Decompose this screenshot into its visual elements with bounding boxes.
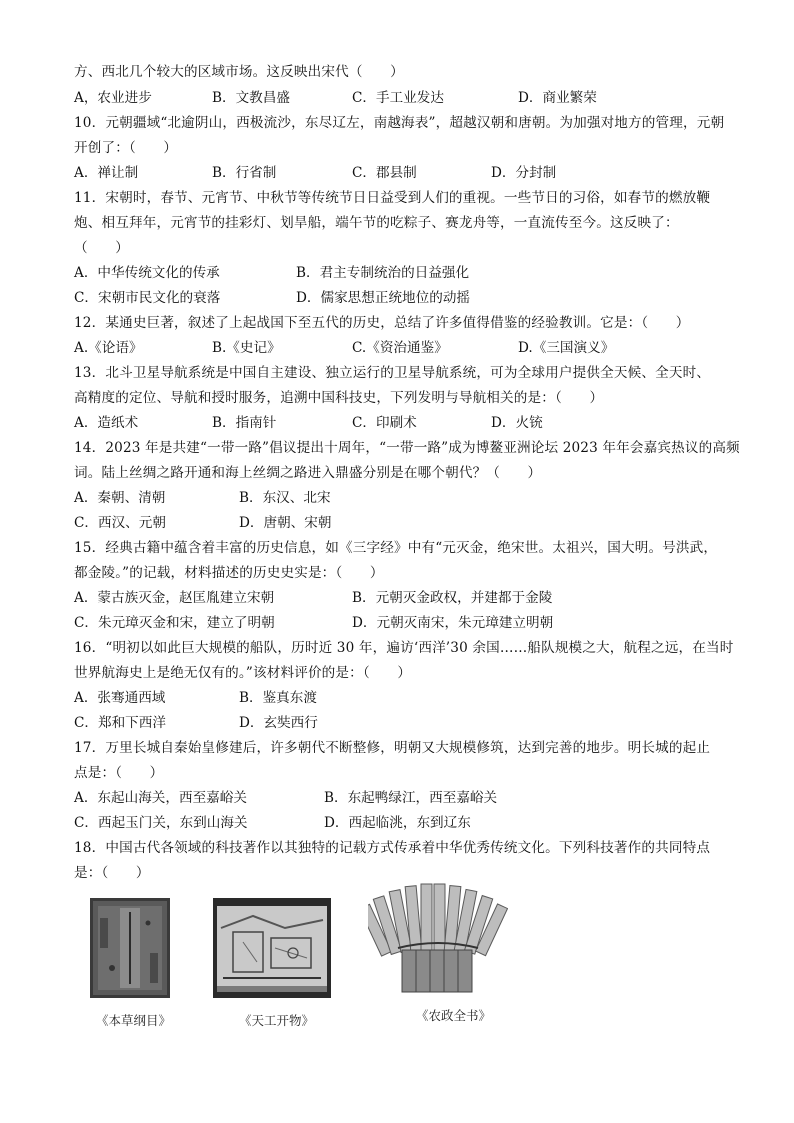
q13-option-a[interactable]: A．造纸术 bbox=[74, 415, 139, 431]
q17-option-b[interactable]: B．东起鸭绿江，西至嘉峪关 bbox=[324, 790, 498, 806]
caption-tiangong-kaiwu: 《天工开物》 bbox=[239, 1013, 315, 1028]
q15-stem-line2: 都金陵。”的记载，材料描述的历史史实是：（ ） bbox=[74, 565, 384, 581]
q14-option-a[interactable]: A．秦朝、清朝 bbox=[74, 490, 166, 506]
q12-stem: 12．某通史巨著，叙述了上起战国下至五代的历史，总结了许多值得借鉴的经验教训。它是：（ ） bbox=[74, 315, 690, 331]
q13-option-d[interactable]: D．火铳 bbox=[491, 415, 543, 431]
q11-stem-line2: 炮、相互拜年，元宵节的挂彩灯、划旱船，端午节的吃粽子、赛龙舟等，一直流传至今。这反映了： bbox=[74, 215, 679, 231]
q10-option-c[interactable]: C．郡县制 bbox=[352, 165, 417, 181]
q14-option-b[interactable]: B．东汉、北宋 bbox=[239, 490, 331, 506]
q10-option-b[interactable]: B．行省制 bbox=[212, 165, 277, 181]
q11-option-a[interactable]: A．中华传统文化的传承 bbox=[74, 265, 220, 281]
caption-bencao-gangmu: 《本草纲目》 bbox=[96, 1013, 172, 1028]
q11-stem-line1: 11．宋朝时，春节、元宵节、中秋节等传统节日日益受到人们的重视。一些节日的习俗，如春节的燃放鞭 bbox=[74, 190, 711, 206]
q17-option-c[interactable]: C．西起玉门关，东到山海关 bbox=[74, 815, 248, 831]
q14-stem-line1: 14．2023 年是共建“一带一路”倡议提出十周年，“一带一路”成为博鳌亚洲论坛 2023 年年会嘉宾热议的高频 bbox=[74, 440, 740, 456]
q10-option-a[interactable]: A．禅让制 bbox=[74, 165, 139, 181]
q11-option-d[interactable]: D．儒家思想正统地位的动摇 bbox=[296, 290, 471, 306]
q17-stem-line1: 17．万里长城自秦始皇修建后，许多朝代不断整修，明朝又大规模修筑，达到完善的地步。明长城的起止 bbox=[74, 740, 711, 756]
bamboo-slips-image bbox=[368, 878, 508, 998]
q9-option-b[interactable]: B．文教昌盛 bbox=[212, 90, 290, 106]
q13-option-c[interactable]: C．印刷术 bbox=[352, 415, 417, 431]
q9-option-d[interactable]: D．商业繁荣 bbox=[518, 90, 597, 106]
figure-bencao-gangmu bbox=[90, 898, 170, 1002]
q17-stem-line2: 点是：（ ） bbox=[74, 765, 164, 781]
q16-option-c[interactable]: C．郑和下西洋 bbox=[74, 715, 166, 731]
q15-option-c[interactable]: C．朱元璋灭金和宋，建立了明朝 bbox=[74, 615, 275, 631]
q16-option-a[interactable]: A．张骞通西域 bbox=[74, 690, 166, 706]
q9-option-a[interactable]: A，农业进步 bbox=[74, 90, 152, 106]
caption-nongzheng-quanshu: 《农政全书》 bbox=[416, 1008, 492, 1023]
q11-stem-line3: （ ） bbox=[74, 240, 129, 256]
q12-option-b[interactable]: B.《史记》 bbox=[212, 340, 281, 356]
q15-stem-line1: 15．经典古籍中蕴含着丰富的历史信息，如《三字经》中有“元灭金，绝宋世。太祖兴，国大明。号洪武， bbox=[74, 540, 718, 556]
woodblock-illustration-image bbox=[213, 898, 331, 998]
figure-nongzheng-quanshu bbox=[368, 878, 508, 1002]
q16-stem-line2: 世界航海史上是绝无仅有的。”该材料评价的是：（ ） bbox=[74, 665, 412, 681]
q10-stem-line2: 开创了：（ ） bbox=[74, 140, 178, 156]
q11-option-c[interactable]: C．宋朝市民文化的衰落 bbox=[74, 290, 221, 306]
q15-option-b[interactable]: B．元朝灭金政权，并建都于金陵 bbox=[352, 590, 553, 606]
q12-option-d[interactable]: D.《三国演义》 bbox=[518, 340, 615, 356]
q12-option-c[interactable]: C.《资治通鉴》 bbox=[352, 340, 448, 356]
q18-stem-line1: 18．中国古代各领域的科技著作以其独特的记载方式传承着中华优秀传统文化。下列科技著作的共同特点 bbox=[74, 840, 711, 856]
q14-option-c[interactable]: C．西汉、元朝 bbox=[74, 515, 166, 531]
q11-option-b[interactable]: B．君主专制统治的日益强化 bbox=[296, 265, 470, 281]
q16-stem-line1: 16．“明初以如此巨大规模的船队，历时近 30 年，遍访‘西洋’30 余国……船队规模之大，航程之远，在当时 bbox=[74, 640, 734, 656]
q13-option-b[interactable]: B．指南针 bbox=[212, 415, 277, 431]
q9-option-c[interactable]: C．手工业发达 bbox=[352, 90, 444, 106]
q10-option-d[interactable]: D．分封制 bbox=[491, 165, 557, 181]
q17-option-a[interactable]: A．东起山海关，西至嘉峪关 bbox=[74, 790, 247, 806]
q17-option-d[interactable]: D．西起临洮，东到辽东 bbox=[324, 815, 471, 831]
q13-stem-line2: 高精度的定位、导航和授时服务，追溯中国科技史，下列发明与导航相关的是：（ ） bbox=[74, 390, 604, 406]
q14-stem-line2: 词。陆上丝绸之路开通和海上丝绸之路进入鼎盛分别是在哪个朝代？（ ） bbox=[74, 465, 542, 481]
q15-option-a[interactable]: A．蒙古族灭金，赵匡胤建立宋朝 bbox=[74, 590, 275, 606]
q16-option-b[interactable]: B．鉴真东渡 bbox=[239, 690, 317, 706]
q18-stem-line2: 是：（ ） bbox=[74, 865, 150, 881]
q15-option-d[interactable]: D．元朝灭南宋，朱元璋建立明朝 bbox=[352, 615, 554, 631]
q9-stem: 方、西北几个较大的区域市场。这反映出宋代（ ） bbox=[74, 64, 404, 80]
q13-stem-line1: 13．北斗卫星导航系统是中国自主建设、独立运行的卫星导航系统，可为全球用户提供全天候、全天时、 bbox=[74, 365, 711, 381]
q12-option-a[interactable]: A.《论语》 bbox=[74, 340, 143, 356]
q16-option-d[interactable]: D．玄奘西行 bbox=[239, 715, 318, 731]
book-cover-image bbox=[90, 898, 170, 998]
q14-option-d[interactable]: D．唐朝、宋朝 bbox=[239, 515, 332, 531]
q10-stem-line1: 10．元朝疆域“北逾阴山，西极流沙，东尽辽左，南越海表”，超越汉朝和唐朝。为加强对地方的管理，元朝 bbox=[74, 115, 725, 131]
figure-tiangong-kaiwu bbox=[213, 898, 331, 1002]
